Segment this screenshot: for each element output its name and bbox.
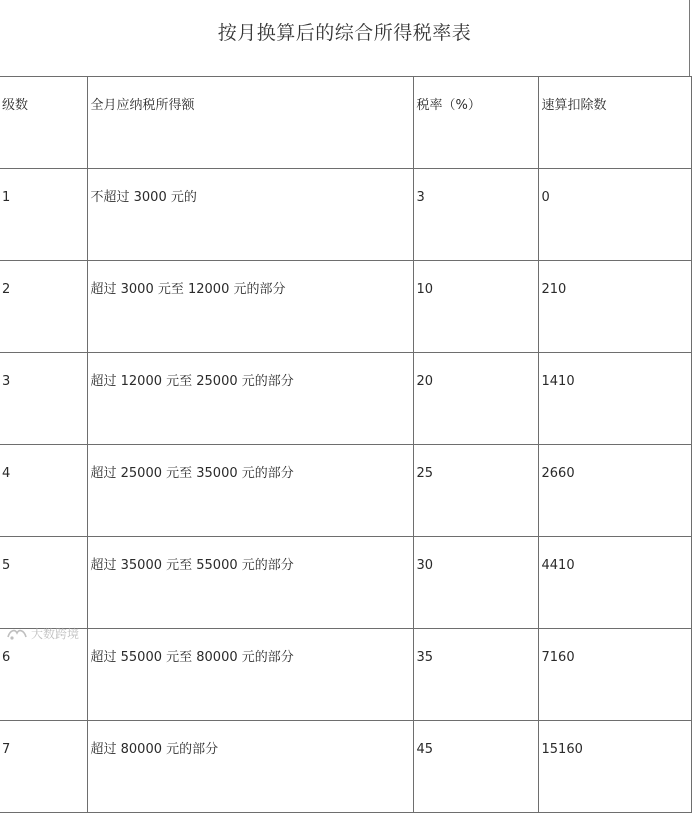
table-row xyxy=(0,261,691,353)
page-title: 按月换算后的综合所得税率表 xyxy=(217,22,472,44)
watermark xyxy=(6,625,79,642)
table-cell: 超过 55000 元至 80000 元的部分 xyxy=(87,629,413,721)
table-cell: 45 xyxy=(413,721,538,813)
table-cell: 35 xyxy=(413,629,538,721)
table-cell: 超过 80000 元的部分 xyxy=(87,721,413,813)
table-row xyxy=(0,169,691,261)
watermark-text: 大数跨境 xyxy=(31,627,80,641)
table-cell: 3 xyxy=(413,169,538,261)
table-cell: 20 xyxy=(413,353,538,445)
table-cell: 4410 xyxy=(538,537,691,629)
table-row xyxy=(0,537,691,629)
table-cell: 超过 35000 元至 55000 元的部分 xyxy=(87,537,413,629)
table-cell: 超过 12000 元至 25000 元的部分 xyxy=(87,353,413,445)
column-header: 税率（%） xyxy=(413,77,538,169)
tax-rate-table xyxy=(0,76,692,813)
table-cell: 15160 xyxy=(538,721,691,813)
table-row xyxy=(0,353,691,445)
table-cell: 30 xyxy=(413,537,538,629)
table-cell: 5 xyxy=(0,537,87,629)
title-box xyxy=(0,0,690,76)
table-cell: 1 xyxy=(0,169,87,261)
table-cell: 1410 xyxy=(538,353,691,445)
table-cell: 4 xyxy=(0,445,87,537)
table-cell: 2 xyxy=(0,261,87,353)
column-header: 全月应纳税所得额 xyxy=(87,77,413,169)
table-cell: 6 xyxy=(0,629,87,721)
table-cell: 超过 3000 元至 12000 元的部分 xyxy=(87,261,413,353)
table-cell: 25 xyxy=(413,445,538,537)
table-cell: 10 xyxy=(413,261,538,353)
column-header: 速算扣除数 xyxy=(538,77,691,169)
table-cell: 7160 xyxy=(538,629,691,721)
column-header: 级数 xyxy=(0,77,87,169)
table-cell: 3 xyxy=(0,353,87,445)
table-row xyxy=(0,445,691,537)
table-cell: 7 xyxy=(0,721,87,813)
table-cell: 0 xyxy=(538,169,691,261)
table-cell: 2660 xyxy=(538,445,691,537)
table-row xyxy=(0,629,691,721)
table-cell: 210 xyxy=(538,261,691,353)
table-row xyxy=(0,721,691,813)
table-cell: 超过 25000 元至 35000 元的部分 xyxy=(87,445,413,537)
table-header-row xyxy=(0,77,691,169)
table-cell: 不超过 3000 元的 xyxy=(87,169,413,261)
logo-icon xyxy=(6,627,28,641)
